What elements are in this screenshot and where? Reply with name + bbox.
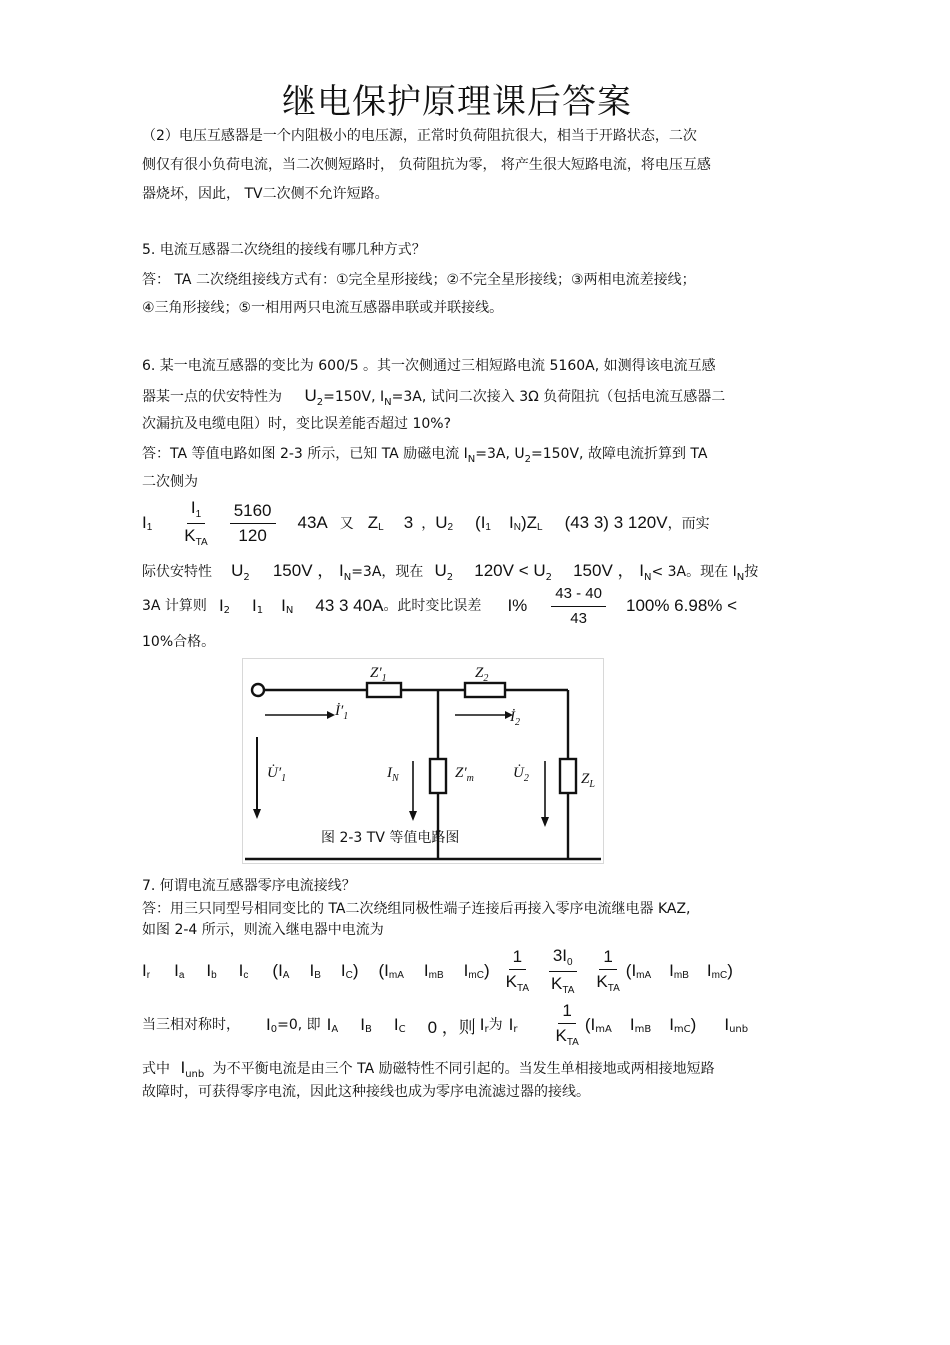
z1-impedance (367, 683, 401, 697)
q5-question: 5. 电流互感器二次绕组的接线有哪几种方式？ (142, 242, 426, 258)
arrow-in (409, 811, 417, 821)
q5-answer-line-2: ④三角形接线；⑤一相用两只电流互感器串联或并联接线。 (142, 300, 504, 316)
tv-para-line-1: （2）电压互感器是一个内阻极小的电压源，正常时负荷阻抗很大，相当于开路状态，二次 (142, 128, 697, 144)
page-title: 继电保护原理课后答案 (282, 82, 632, 122)
q6-line-1: 6. 某一电流互感器的变比为 600/5 。其一次侧通过三相短路电流 5160A, 如测得该电流互感 (142, 358, 716, 374)
fraction-1-over-kta-2: $\frac{1}{K_{TA}}$ (596, 947, 620, 994)
q7-question: 7. 何谓电流互感器零序电流接线？ (142, 878, 356, 894)
label-in: $I_N$ (387, 765, 399, 784)
label-zm: $Z'_m$ (455, 765, 474, 784)
figure-caption: 图 2-3 TV 等值电路图 (321, 830, 460, 846)
label-i2: $İ_2$ (510, 709, 520, 728)
label-u1: $U̇'_1$ (267, 765, 287, 784)
q6-line-5: 二次侧为 (142, 474, 198, 490)
fraction-1-over-kta: $\frac{1}{K_{TA}}$ (505, 947, 529, 994)
q7-equation-2: 当三相对称时， I 0 =0, 即 I A I B I C 0 ，则 I r 为 I r $\frac{1}{K_{TA}}$ (I mA I mB I mC ) I unb (142, 1001, 749, 1048)
q7-line-5: 故障时，可获得零序电流，因此这种接线也成为零序电流滤过器的接线。 (142, 1084, 590, 1100)
tv-para-line-2: 侧仅有很小负荷电流，当二次侧短路时， 负荷阻抗为零， 将产生很大短路电流，将电压互感 (142, 157, 711, 173)
q7-equation-1: I r I a I b I c (I A I B I C ) (I mA I mB I mC ) $\frac{1}{K_{TA}}$ $\frac{3I_0}{K_{TA}}$ $\frac{1}{K_{TA}}$ (I mA I mB I mC ) (142, 945, 733, 996)
q6-line-3: 次漏抗及电缆电阻）时，变比误差能否超过 10%? (142, 416, 451, 432)
q7-answer-line-2: 如图 2-4 所示，则流入继电器中电流为 (142, 922, 384, 938)
q6-line-8: 3A 计算则 I 2 I 1 I N 43 3 40A 。此时变比误差 I% $\frac{43 - 40}{43}$ 100% 6.98% < (142, 584, 738, 627)
fraction-error: $\frac{43 - 40}{43}$ (551, 584, 606, 629)
q7-answer-line-1: 答：用三只同型号相同变比的 TA二次绕组同极性端子连接后再接入零序电流继电器 KAZ, (142, 901, 691, 917)
q6-line-9: 10%合格。 (142, 634, 216, 650)
label-z1: $Z'_1$ (370, 665, 387, 684)
arrow-u2 (541, 817, 549, 827)
label-i1: $İ'_1$ (335, 703, 349, 722)
label-zl: $Z_L$ (581, 771, 595, 790)
fraction-5160-over-120: $\frac{5160}{120}$ (230, 501, 276, 546)
q6-line-7: 际伏安特性 $U_2$ 150V ， $I_N=3A$，现在 $U_2$ $120V < U_2$ 150V ， $I_N< 3A$。现在 $I_N$按 (142, 561, 759, 583)
arrow-u1 (253, 809, 261, 819)
tv-para-line-3: 器烧坏，因此， TV二次侧不允许短路。 (142, 186, 389, 202)
q6-line-2: 器某一点的伏安特性为 $U_2=150V$, $I_N=3A$, 试问二次接入 3Ω 负荷阻抗（包括电流互感器二 (142, 386, 726, 408)
fraction-3i0-over-kta: $\frac{3I_0}{K_{TA}}$ (547, 946, 578, 997)
q6-line-4: 答：TA 等值电路如图 2-3 所示，已知 TA 励磁电流 $I_N=3A$, $U_2=150V$, 故障电流折算到 TA (142, 446, 708, 465)
fraction-i1-over-kta: $\frac{I_1}{K_{TA}}$ (184, 497, 208, 548)
input-terminal (252, 684, 264, 696)
tv-equivalent-circuit-figure (242, 658, 604, 864)
zl-impedance (560, 759, 576, 793)
label-u2: $U̇_2$ (513, 765, 529, 784)
q6-equation-1: I 1 $\frac{I_1}{K_{TA}}$ $\frac{5160}{120}$ 43A 又 Z L 3 ， U 2 (I 1 I N )Z L (43 3) 3 120V ，而实 (142, 497, 710, 548)
zm-impedance (430, 759, 446, 793)
arrow-i1 (327, 711, 335, 719)
q7-line-4: 式中 $I_{unb}$ 为不平衡电流是由三个 TA 励磁特性不同引起的。当发生单相接地或两相接地短路 (142, 1058, 715, 1080)
label-z2: $Z_2$ (475, 665, 489, 684)
fraction-1-over-kta-3: $\frac{1}{K_{TA}}$ (555, 1001, 579, 1048)
q5-answer-line-1: 答： TA 二次绕组接线方式有：①完全星形接线；②不完全星形接线；③两相电流差接线； (142, 272, 696, 288)
z2-impedance (465, 683, 505, 697)
